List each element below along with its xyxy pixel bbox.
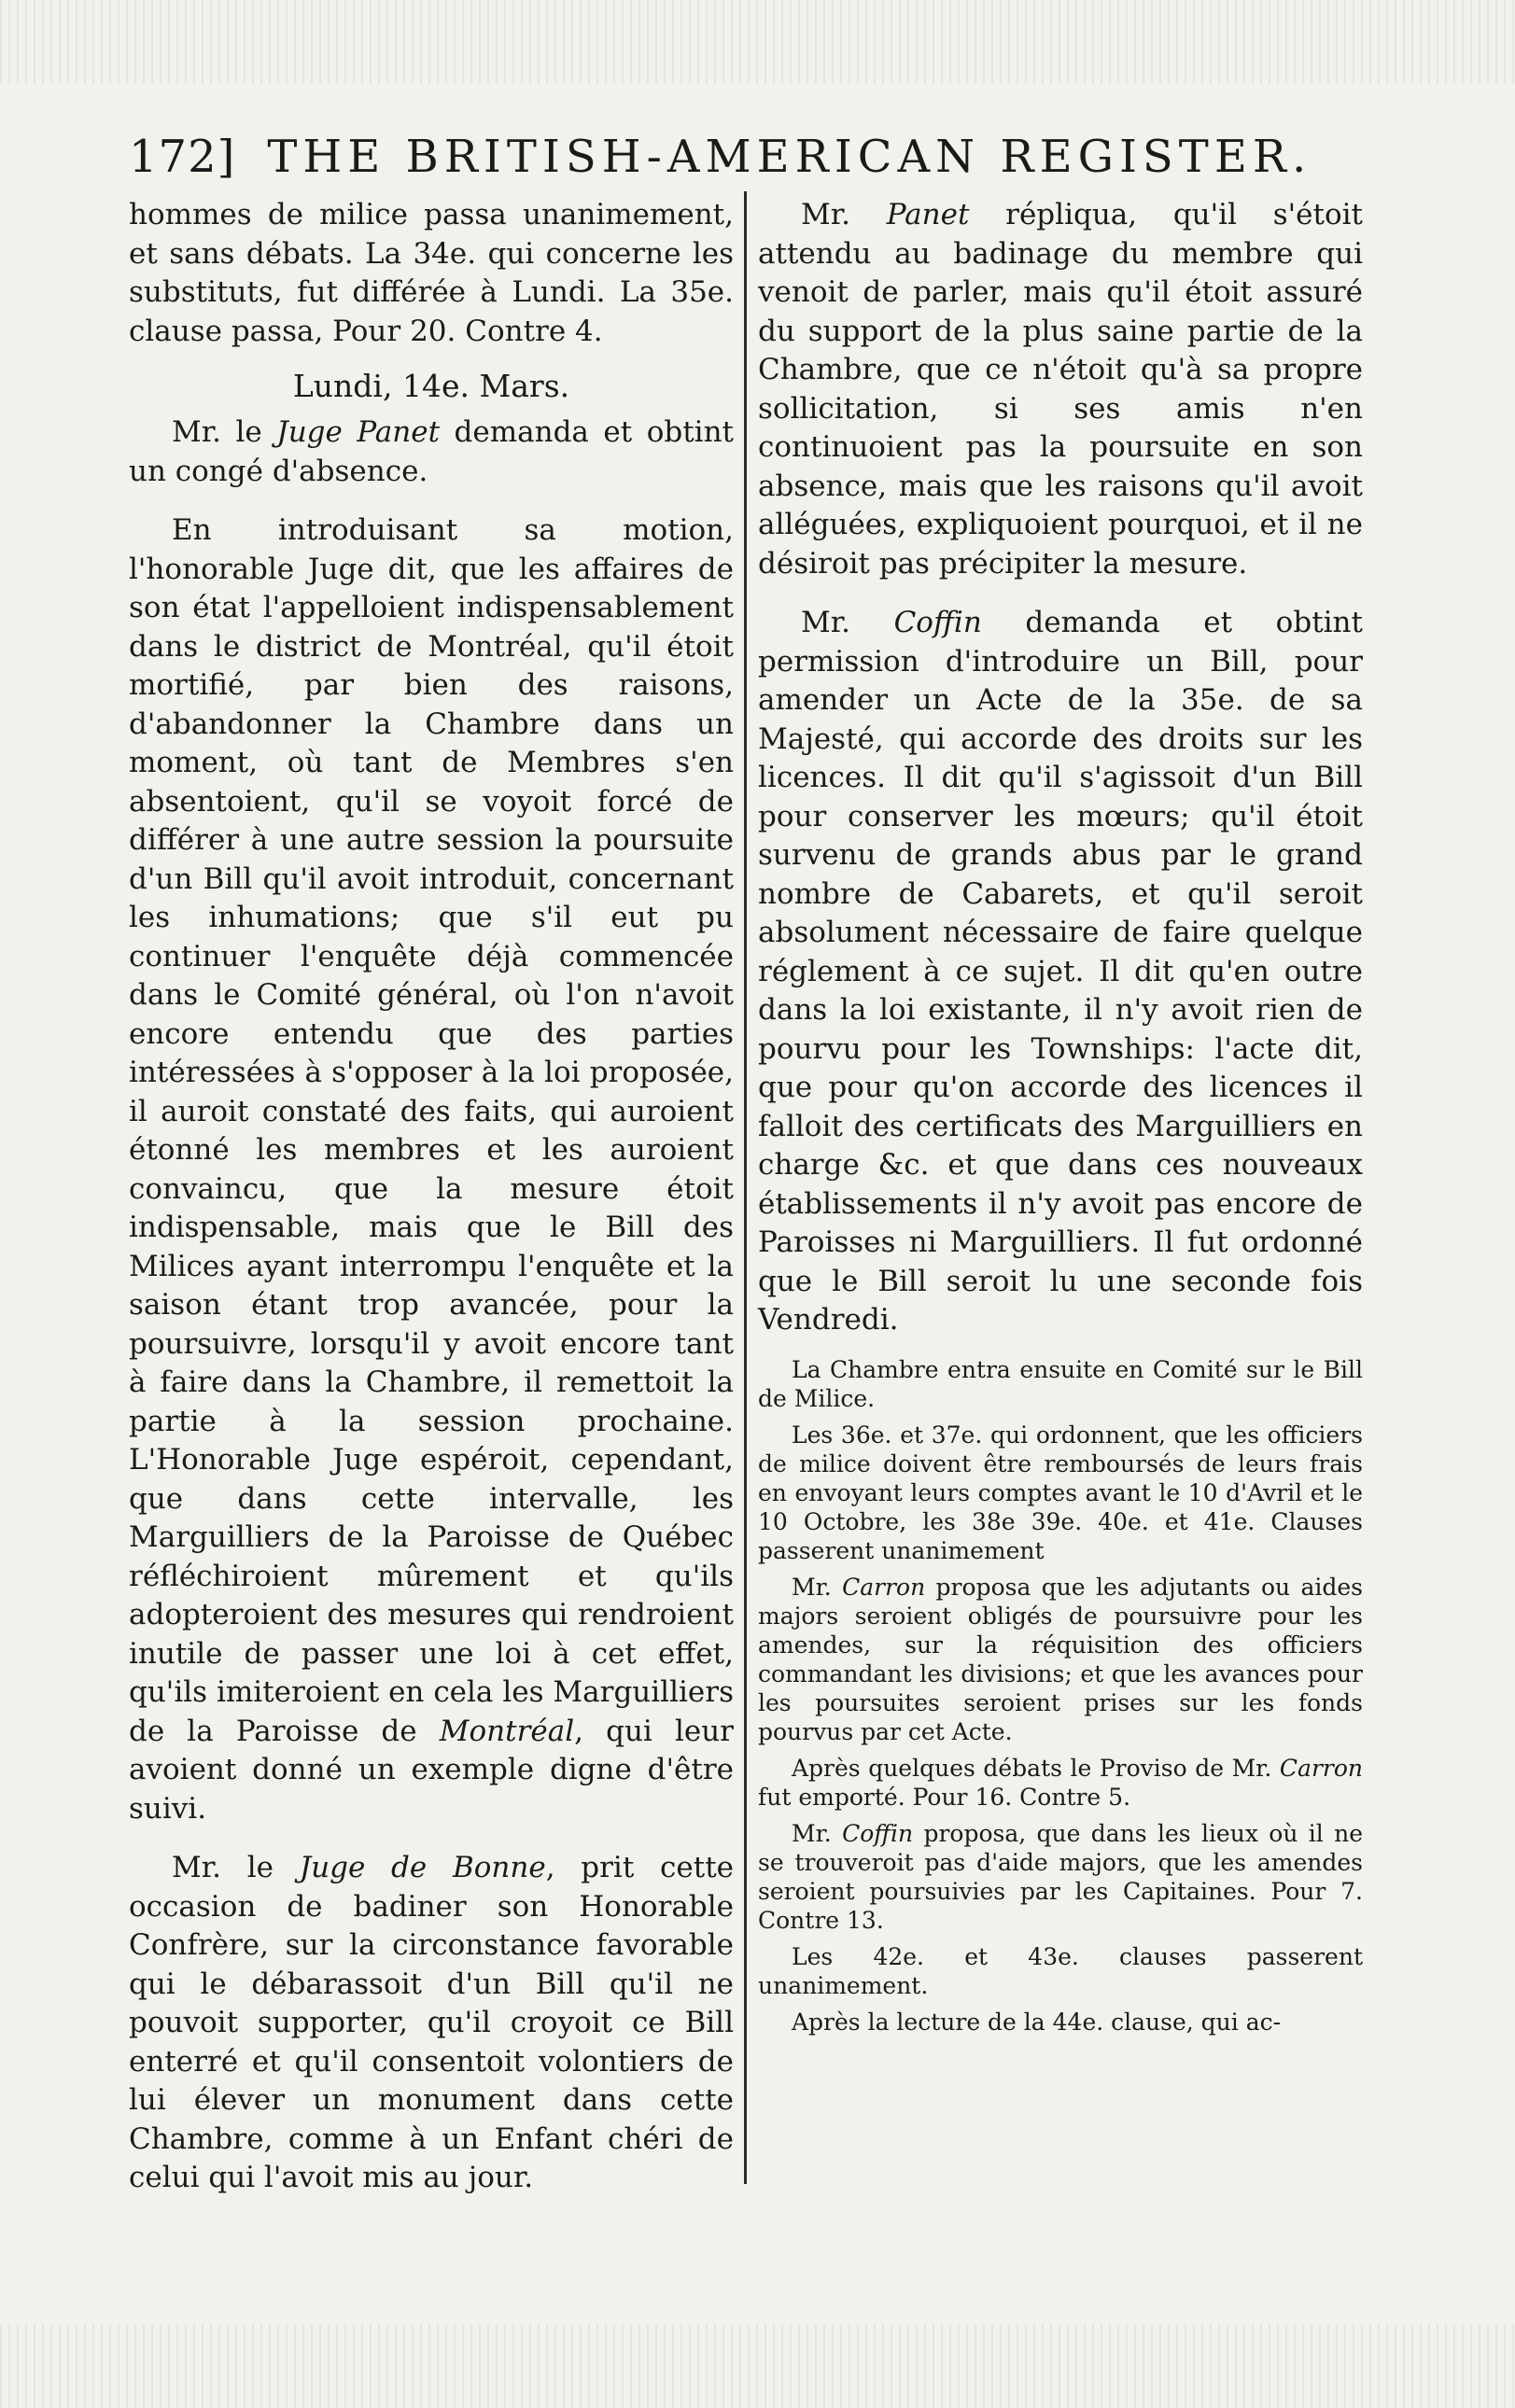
right-paragraph-1: Mr. Panet répliqua, qu'il s'étoit attendu au badinage du membre qui venoit de parler, mais qu'il étoit assuré du support de la plus saine partie de la Chambre, que ce n'étoit qu'à sa propre sollicitation, si ses amis n'en continuoient pas la poursuite en son absence, mais que les raisons qu'il avoit alléguées, expliquoient pourquoi, et il ne désiroit pas précipiter la mesure. (758, 198, 1363, 581)
committee-note-7: Après la lecture de la 44e. clause, qui ac- (792, 2008, 1282, 2036)
left-paragraph-2: Mr. le Juge Panet demanda et obtint un congé d'absence. (129, 415, 735, 488)
session-date-heading: Lundi, 14e. Mars. (292, 368, 570, 404)
left-paragraph-1: hommes de milice passa unanimement, et sans débats. La 34e. qui concerne les substituts, fut différée à Lundi. La 35e. clause passa, Pour 20. Contre 4. (129, 198, 734, 348)
running-title: THE BRITISH-AMERICAN REGISTER. (267, 131, 1312, 183)
left-paragraph-3: En introduisant sa motion, l'honorable Juge dit, que les affaires de son état l'appelloient indispensablement dans le district de Montréal, qu'il étoit mortifié, par bien des raisons, d'abandonner la Chambre dans un moment, où tant de Membres s'en absentoient, qu'il se voyoit forcé de différer à une autre session la poursuite d'un Bill qu'il avoit introduit, concernant les inhumations; que s'il eut pu continuer l'enquête déjà commencée dans le Comité général, où l'on n'avoit encore entendu que des parties intéressées à s'opposer à la loi proposée, il auroit constaté des faits, qui auroient étonné les membres et les auroient convaincu, que la mesure étoit indispensable, mais que le Bill des Milices ayant interrompu l'enquête et la saison étant trop avancée, pour la poursuivre, lorsqu'il y avoit encore tant à faire dans la Chambre, il remettoit la partie à la session prochaine. L'Honorable Juge espéroit, cependant, que dans cette intervalle, les Marguilliers de la Paroisse de Québec réfléchiroient mûrement et qu'ils adopteroient des mesures qui rendroient inutile de passer une loi à cet effet, qu'ils imiteroient en cela les Marguilliers de la Paroisse de Montréal, qui leur avoient donné un exemple digne d'être suivi. (129, 513, 734, 1826)
right-paragraph-2: Mr. Coffin demanda et obtint permission d'introduire un Bill, pour amender un Acte de la 35e. de sa Majesté, qui accorde des droits sur les licences. Il dit qu'il s'agissoit d'un Bill pour conserver les mœurs; qu'il étoit survenu de grands abus par le grand nombre de Cabarets, et qu'il seroit absolument nécessaire de faire quelque réglement à ce sujet. Il dit qu'en outre dans la loi existante, il n'y avoit rien de pourvu pour les Townships: l'acte dit, que pour qu'on accorde des licences il falloit des certificats des Marguilliers en charge &c. et que dans ces nouveaux établissements il n'y avoit pas encore de Paroisses ni Marguilliers. Il fut ordonné que le Bill seroit lu une seconde fois Vendredi. (758, 606, 1363, 1337)
left-column (129, 196, 734, 2198)
page-header (129, 131, 1380, 205)
committee-note-3: Mr. Carron proposa que les adjutants ou aides majors seroient obligés de poursuivre pour les amendes, sur la réquisition des officiers commandant les divisions; et que les avances pour les poursuites seroient prises sur les fonds pourvus par cet Acte. (758, 1573, 1363, 1745)
scan-noise-bottom (0, 2324, 1515, 2408)
committee-note-5: Mr. Coffin proposa, que dans les lieux où il ne se trouveroit pas d'aide majors, que les amendes seroient poursuivies par les Capitaines. Pour 7. Contre 13. (758, 1819, 1364, 1934)
left-paragraph-4: Mr. le Juge de Bonne, prit cette occasion de badiner son Honorable Confrère, sur la circonstance favorable qui le débarassoit d'un Bill qu'il ne pouvoit supporter, qu'il croyoit ce Bill enterré et qu'il consentoit volontiers de lui élever un monument dans cette Chambre, comme à un Enfant chéri de celui qui l'avoit mis au jour. (129, 1851, 734, 2194)
committee-note-4: Après quelques débats le Proviso de Mr. Carron fut emporté. Pour 16. Contre 5. (758, 1754, 1363, 1811)
committee-note-1: La Chambre entra ensuite en Comité sur le Bill de Milice. (758, 1355, 1363, 1412)
committee-note-2: Les 36e. et 37e. qui ordonnent, que les officiers de milice doivent être remboursés de leurs frais en envoyant leurs comptes avant le 10 d'Avril et le 10 Octobre, les 38e 39e. 40e. et 41e. Clauses passerent unanimement (758, 1421, 1363, 1564)
column-divider (744, 191, 747, 2184)
right-column (758, 196, 1363, 2037)
page-number: 172] (129, 131, 236, 183)
scan-noise-top (0, 0, 1515, 84)
committee-note-6: Les 42e. et 43e. clauses passerent unanimement. (758, 1942, 1363, 1999)
